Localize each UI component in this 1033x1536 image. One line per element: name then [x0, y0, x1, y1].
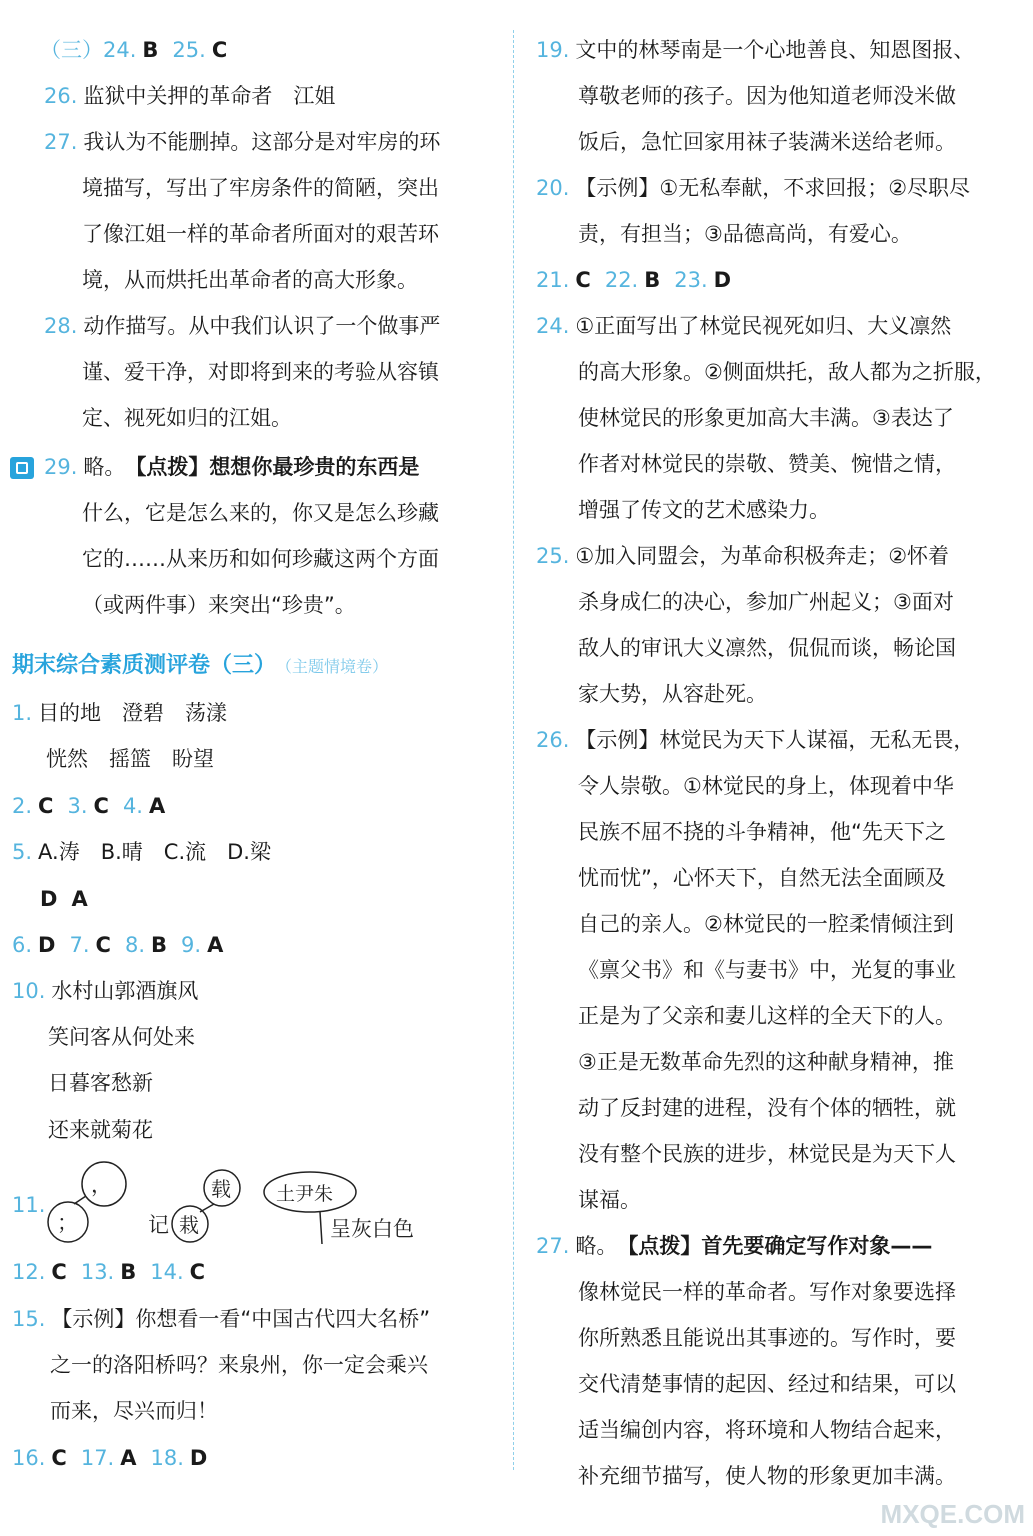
answer-29-line3: 它的……从来历和如何珍藏这两个方面	[82, 547, 439, 571]
ji-char: 记	[148, 1213, 169, 1237]
answer-1-line1: 1. 目的地 澄碧 荡漾	[12, 701, 228, 725]
answer-27-line5: 适当编创内容，将环境和人物结合起来，	[578, 1418, 956, 1442]
answer-25-line4: 家大势，从容赴死。	[578, 682, 767, 706]
answer-row-12-14: 12. C 13. B 14. C	[12, 1260, 206, 1284]
answer-28-line1: 28. 动作描写。从中我们认识了一个做事严	[44, 314, 441, 338]
answer-27-line3: 了像江姐一样的革命者所面对的艰苦环	[82, 222, 439, 246]
answer-26-line9: 动了反封建的进程，没有个体的牺牲，就	[578, 1096, 956, 1120]
answer-24-line4: 作者对林觉民的崇敬、赞美、惋惜之情，	[578, 452, 956, 476]
answer-27-line1: 27. 我认为不能删掉。这部分是对牢房的环	[44, 130, 441, 154]
answer-10-line2: 笑问客从何处来	[48, 1025, 195, 1049]
answer-24-line1: 24. ①正面写出了林觉民视死如归、大义凛然	[536, 314, 952, 338]
answer-24-line3: 使林觉民的形象更加高大丰满。③表达了	[578, 406, 954, 430]
answer-26: 26. 监狱中关押的革命者 江姐	[44, 84, 336, 108]
color-note: 呈灰白色	[330, 1217, 414, 1241]
answer-27-line4: 交代清楚事情的起因、经过和结果，可以	[578, 1372, 956, 1396]
answer-10-line3: 日暮客愁新	[48, 1071, 153, 1095]
answer-20-line2: 责，有担当；③品德高尚，有爱心。	[578, 222, 912, 246]
answer-11-number: 11.	[12, 1193, 46, 1217]
answer-row-6-9: 6. D 7. C 8. B 9. A	[12, 933, 224, 957]
comma-mark: ，	[91, 1173, 112, 1197]
section-title: 期末综合素质测评卷（三） （主题情境卷）	[12, 653, 389, 678]
writing-task-icon	[10, 457, 34, 479]
answer-11-correction-marks	[0, 1160, 505, 1260]
answer-27-line2: 境描写，写出了牢房条件的简陋，突出	[82, 176, 439, 200]
answer-19-line1: 19. 文中的林琴南是一个心地善良、知恩图报、	[536, 38, 975, 62]
answer-26-line7: 正是为了父亲和妻儿这样的全天下的人。	[578, 1004, 956, 1028]
answer-28-line3: 定、视死如归的江姐。	[82, 406, 292, 430]
answer-row-24-25: （三）24. B 25. C	[40, 38, 228, 62]
answer-25-line3: 敌人的审讯大义凛然，侃侃而谈，畅论国	[578, 636, 956, 660]
answer-10-line4: 还来就菊花	[48, 1118, 153, 1142]
answer-26-line8: ③正是无数革命先烈的这种献身精神，推	[578, 1050, 954, 1074]
answer-24-line5: 增强了传文的艺术感染力。	[578, 498, 830, 522]
answer-19-line3: 饭后，急忙回家用袜子装满米送给老师。	[578, 130, 956, 154]
column-divider	[513, 30, 514, 1470]
answer-26-line2: 令人崇敬。①林觉民的身上，体现着中华	[578, 774, 954, 798]
answer-29-line4: （或两件事）来突出“珍贵”。	[82, 593, 356, 617]
answer-row-16-18: 16. C 17. A 18. D	[12, 1446, 208, 1470]
answer-15-line2: 之一的洛阳桥吗？来泉州，你一定会乘兴	[50, 1353, 428, 1377]
answer-26-line4: 忧而忧”，心怀天下，自然无法全面顾及	[578, 866, 946, 890]
answer-19-line2: 尊敬老师的孩子。因为他知道老师没米做	[578, 84, 956, 108]
wrong-char-zai: 栽	[179, 1213, 199, 1237]
answer-20-line1: 20. 【示例】①无私奉献，不求回报；②尽职尽	[536, 176, 971, 200]
watermark: MXQE.COM	[880, 1499, 1025, 1529]
section-subtitle: （主题情境卷）	[284, 657, 389, 676]
answer-28-line2: 谨、爱干净，对即将到来的考验从容镇	[82, 360, 439, 384]
answer-27-line3: 你所熟悉且能说出其事迹的。写作时，要	[578, 1326, 956, 1350]
answer-row-2-4: 2. C 3. C 4. A	[12, 794, 166, 818]
answer-26-line1: 26. 【示例】林觉民为天下人谋福，无私无畏，	[536, 728, 975, 752]
answer-5-line2: D A	[40, 887, 88, 911]
semicolon-mark: ；	[57, 1211, 78, 1235]
answer-15-line1: 15. 【示例】你想看一看“中国古代四大名桥”	[12, 1307, 431, 1331]
answer-1-line2: 恍然 摇篮 盼望	[46, 747, 214, 771]
answer-25-line2: 杀身成仁的决心，参加广州起义；③面对	[578, 590, 954, 614]
answer-26-line10: 没有整个民族的进步，林觉民是为天下人	[578, 1142, 956, 1166]
correct-char-zai: 载	[211, 1177, 231, 1201]
answer-26-line3: 民族不屈不挠的斗争精神，他“先天下之	[578, 820, 946, 844]
answer-27-line2: 像林觉民一样的革命者。写作对象要选择	[578, 1280, 956, 1304]
answer-24-line2: 的高大形象。②侧面烘托，敌人都为之折服，	[578, 360, 996, 384]
radical-note: 土尹朱	[276, 1183, 334, 1205]
answer-10-line1: 10. 水村山郭酒旗风	[12, 979, 199, 1003]
answer-27-line6: 补充细节描写，使人物的形象更加丰满。	[578, 1464, 956, 1488]
answer-26-line6: 《禀父书》和《与妻书》中，光复的事业	[578, 958, 956, 982]
answer-row-21-23: 21. C 22. B 23. D	[536, 268, 732, 292]
answer-26-line5: 自己的亲人。②林觉民的一腔柔情倾注到	[578, 912, 954, 936]
answer-27-line4: 境，从而烘托出革命者的高大形象。	[82, 268, 418, 292]
answer-29-line2: 什么，它是怎么来的，你又是怎么珍藏	[82, 501, 439, 525]
answer-5-line1: 5. A.涛 B.晴 C.流 D.梁	[12, 840, 271, 864]
answer-26-line11: 谋福。	[578, 1188, 641, 1212]
answer-15-line3: 而来，尽兴而归！	[50, 1399, 218, 1423]
answer-29-line1: 29. 略。 【点拨】想想你最珍贵的东西是	[44, 455, 420, 479]
answer-27-line1: 27. 略。 【点拨】首先要确定写作对象——	[536, 1234, 933, 1258]
pointer-line	[320, 1212, 322, 1244]
answer-25-line1: 25. ①加入同盟会，为革命积极奔走；②怀着	[536, 544, 950, 568]
